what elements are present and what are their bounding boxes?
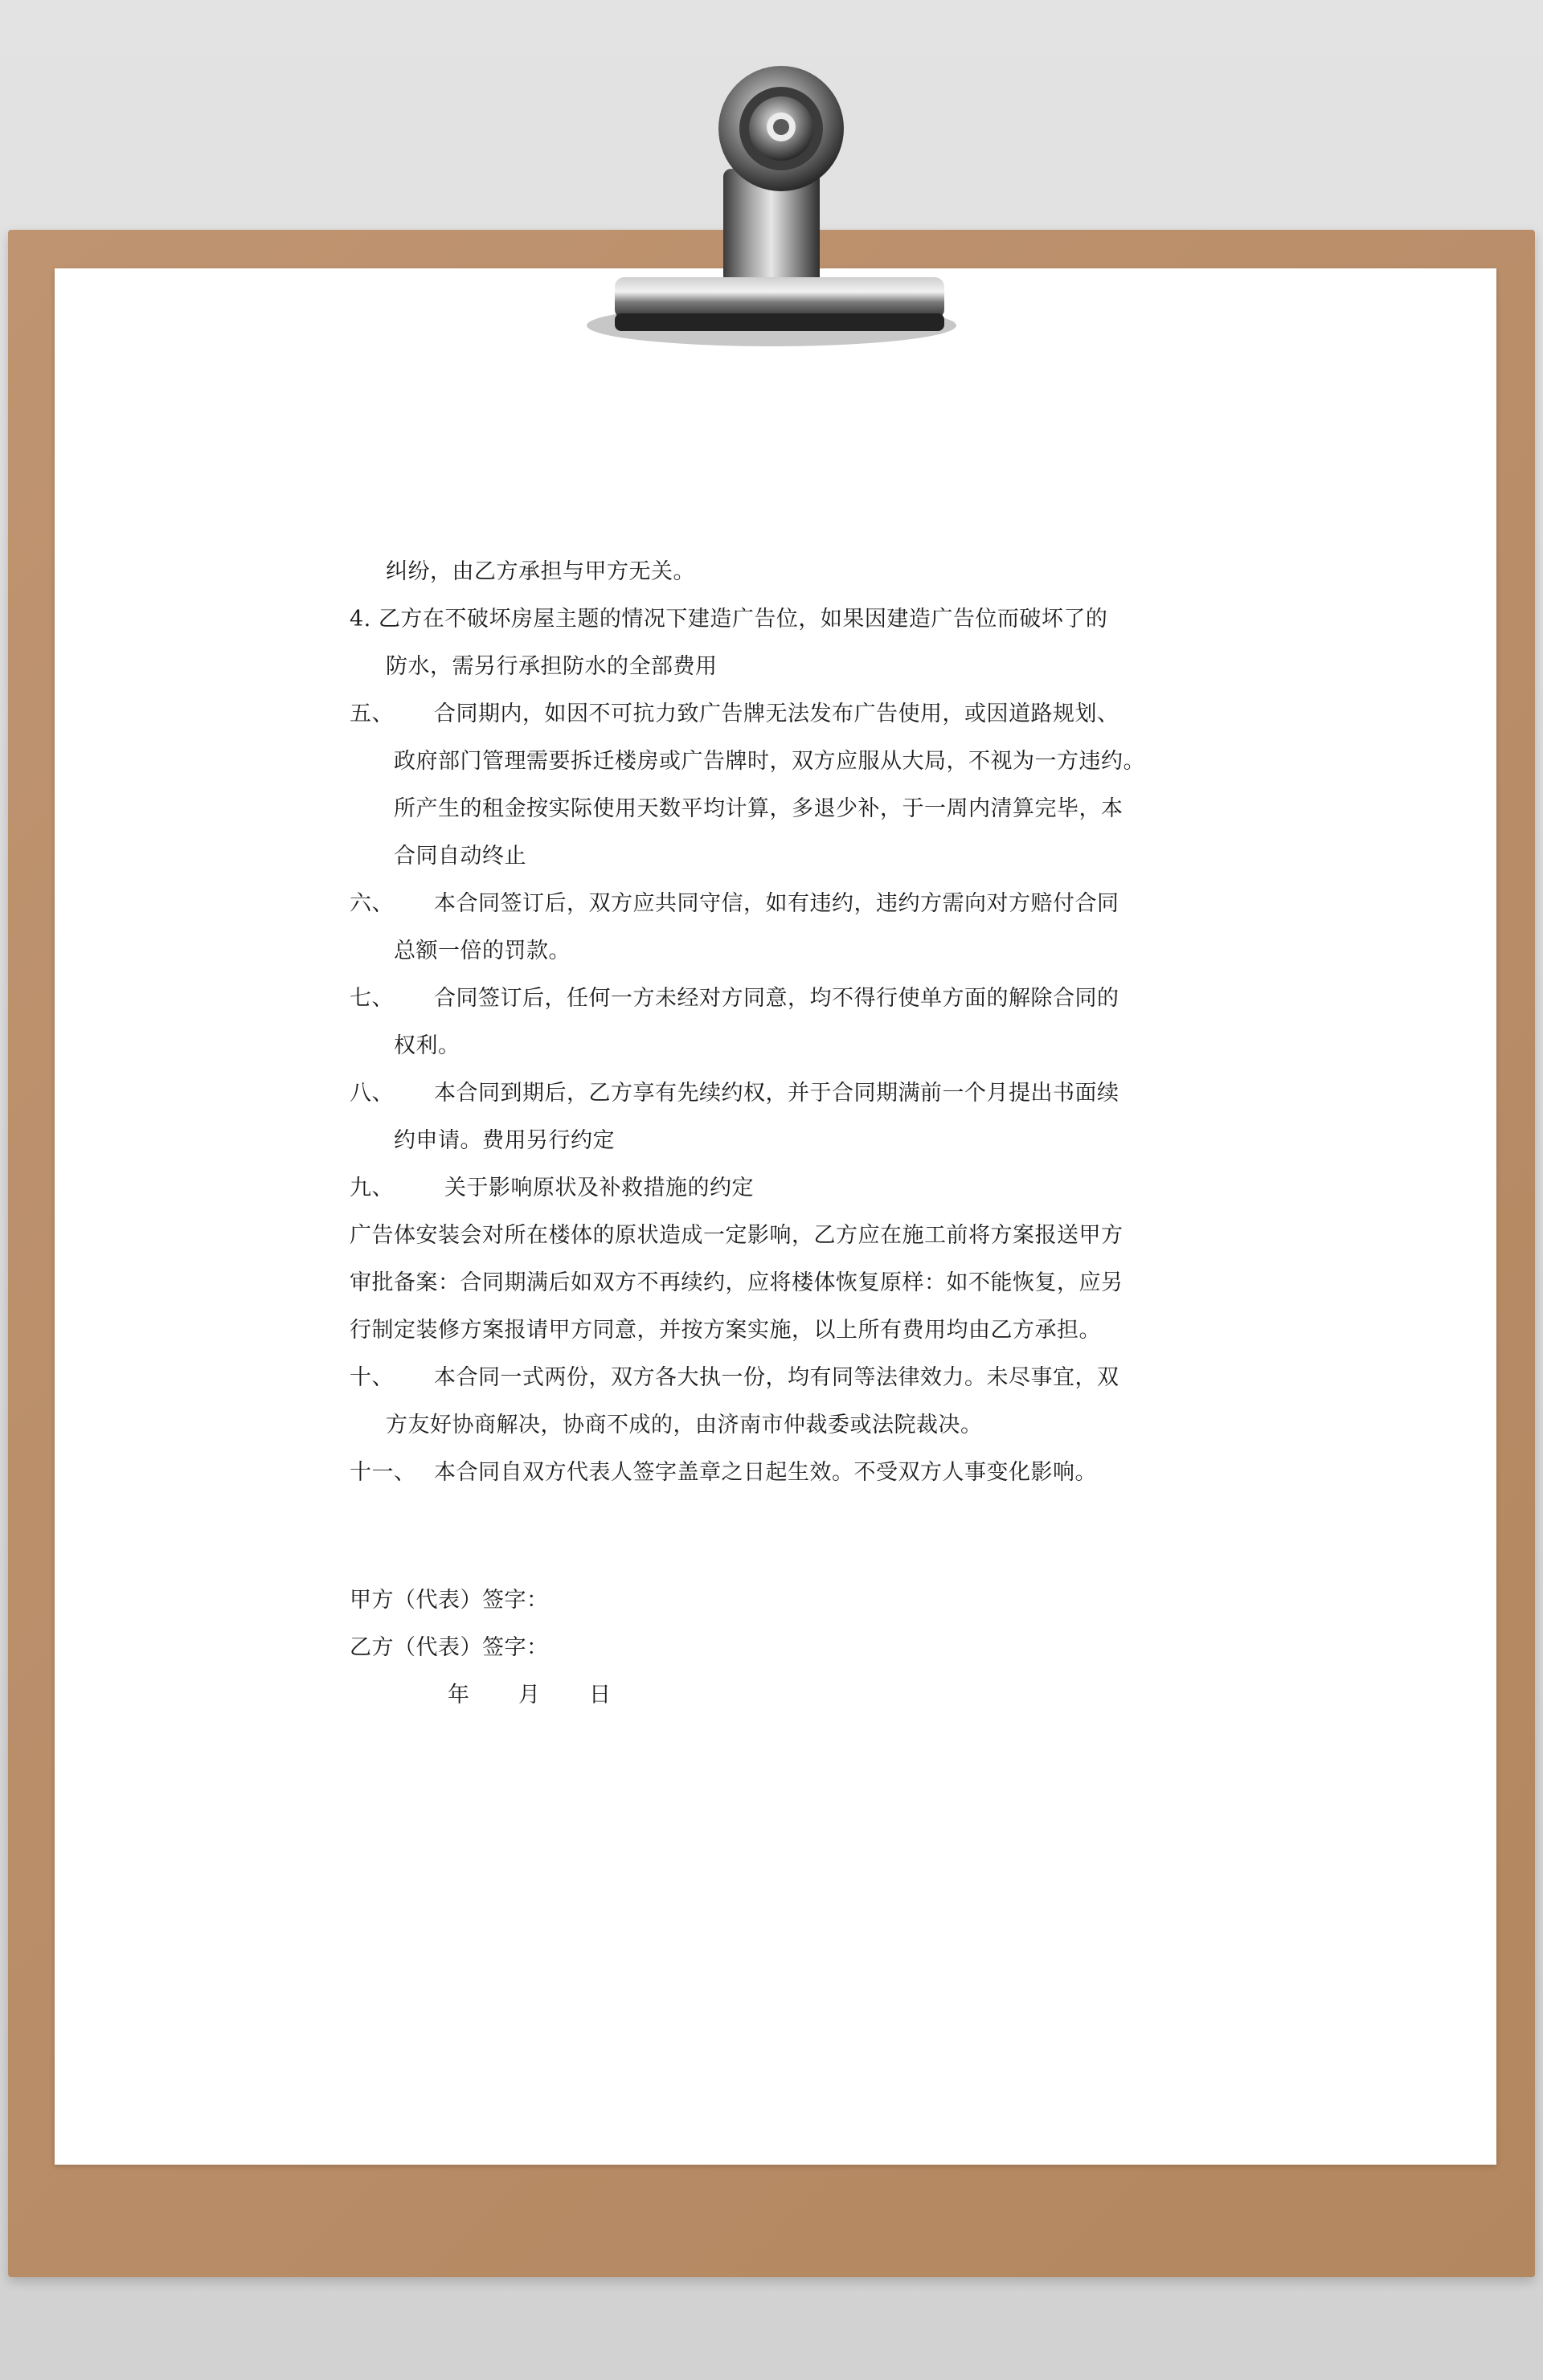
clause-5-line-1 <box>350 690 1193 738</box>
clause-8-line-1 <box>350 1069 1193 1117</box>
clause-text: 本合同签订后，双方应共同守信，如有违约，违约方需向对方赔付合同 <box>434 891 1119 916</box>
date-month-label: 月 <box>518 1683 541 1707</box>
clause-number: 五、 <box>350 701 394 726</box>
clause-4-4-line-2: 防水，需另行承担防水的全部费用 <box>386 654 718 679</box>
date-day-label: 日 <box>589 1683 612 1707</box>
clause-6-line-2: 总额一倍的罚款。 <box>394 939 571 963</box>
binder-clip-icon <box>579 48 964 362</box>
clause-5-line-2: 政府部门管理需要拆迁楼房或广告牌时，双方应服从大局，不视为一方违约。 <box>394 749 1145 774</box>
clause-9-body-line-3: 行制定装修方案报请甲方同意，并按方案实施，以上所有费用均由乙方承担。 <box>350 1318 1101 1343</box>
clause-10-line-2: 方友好协商解决，协商不成的，由济南市仲裁委或法院裁决。 <box>386 1413 983 1437</box>
clause-4-4-line-1: 4. 乙方在不破坏房屋主题的情况下建造广告位，如果因建造广告位而破坏了的 <box>350 607 1108 632</box>
clause-number: 七、 <box>350 986 394 1011</box>
clause-5-line-4: 合同自动终止 <box>394 844 526 869</box>
contract-text <box>350 548 1193 1719</box>
clause-11-line-1 <box>350 1449 1193 1496</box>
clause-text: 本合同自双方代表人签字盖章之日起生效。不受双方人事变化影响。 <box>434 1460 1097 1485</box>
clause-5-line-3: 所产生的租金按实际使用天数平均计算，多退少补，于一周内清算完毕，本 <box>394 796 1123 821</box>
date-year-label: 年 <box>448 1683 470 1707</box>
clause-9-body-line-1: 广告体安装会对所在楼体的原状造成一定影响，乙方应在施工前将方案报送甲方 <box>350 1223 1123 1248</box>
clause-text: 本合同一式两份，双方各大执一份，均有同等法律效力。未尽事宜，双 <box>434 1365 1119 1390</box>
clause-7-line-1 <box>350 975 1193 1022</box>
clause-text: 合同签订后，任何一方未经对方同意，均不得行使单方面的解除合同的 <box>434 986 1119 1011</box>
clause-4-3-continuation: 纠纷，由乙方承担与甲方无关。 <box>386 559 695 584</box>
clause-text: 关于影响原状及补救措施的约定 <box>444 1176 754 1200</box>
spacer <box>350 1496 1193 1576</box>
clause-number: 六、 <box>350 891 394 916</box>
signing-date <box>350 1671 1193 1719</box>
clause-9-heading <box>350 1164 1193 1212</box>
clause-6-line-1 <box>350 880 1193 927</box>
clause-8-line-2: 约申请。费用另行约定 <box>394 1128 615 1153</box>
clause-number: 九、 <box>350 1176 394 1200</box>
clause-9-body-line-2: 审批备案：合同期满后如双方不再续约，应将楼体恢复原样：如不能恢复，应另 <box>350 1270 1123 1295</box>
party-b-signature-label: 乙方（代表）签字： <box>350 1635 549 1660</box>
clause-text: 合同期内，如因不可抗力致广告牌无法发布广告使用，或因道路规划、 <box>434 701 1119 726</box>
clause-10-line-1 <box>350 1354 1193 1401</box>
clause-number: 八、 <box>350 1081 394 1106</box>
clause-number: 十、 <box>350 1365 394 1390</box>
party-a-signature-label: 甲方（代表）签字： <box>350 1588 549 1613</box>
clause-7-line-2: 权利。 <box>394 1033 460 1058</box>
clause-number: 十一、 <box>350 1460 416 1485</box>
clause-text: 本合同到期后，乙方享有先续约权，并于合同期满前一个月提出书面续 <box>434 1081 1119 1106</box>
